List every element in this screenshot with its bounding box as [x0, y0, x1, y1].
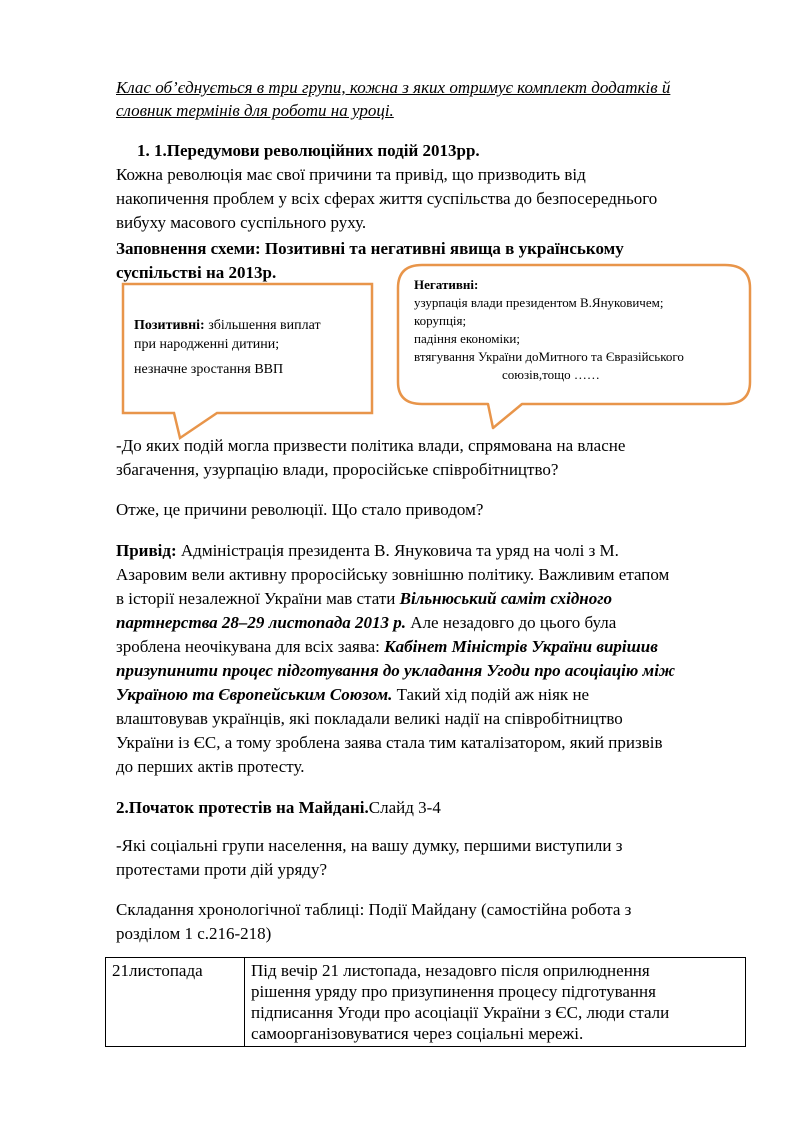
heading-line: [116, 796, 746, 820]
chronology-table: [105, 957, 746, 1047]
pretext-line: призупинити процес підготування до укладання Угоди про асоціацію між: [116, 661, 676, 680]
section-2-heading: [116, 796, 746, 820]
pretext-line: Азаровим вели активну проросійську зовнішню політику. Важливим етапом: [116, 565, 670, 584]
pretext-line: [116, 683, 746, 707]
pretext-label: Привід:: [116, 541, 177, 560]
negative-item: втягування України доМитного та Євразійського: [414, 349, 684, 364]
table-task: [116, 898, 746, 946]
description-line: Під вечір 21 листопада, незадовго після оприлюднення: [251, 961, 650, 980]
pretext-text: Адміністрація президента В. Януковича та уряд на чолі з М.: [176, 541, 619, 560]
pretext-line: [116, 587, 746, 611]
question-line: -До яких подій могла призвести політика влади, спрямована на власне: [116, 436, 626, 455]
pretext-paragraph: [116, 539, 746, 779]
paragraph-line: вибуху масового суспільного руху.: [116, 213, 367, 232]
question-line: протестами проти дій уряду?: [116, 860, 327, 879]
question-line: Отже, це причини революції. Що стало приводом?: [116, 500, 484, 519]
pretext-text: Але незадовго до цього була: [406, 613, 617, 632]
positive-item-1: збільшення виплат: [204, 318, 321, 333]
positive-line-1: [134, 316, 366, 335]
pretext-emphasis: Вільнюський саміт східного: [399, 589, 613, 608]
pretext-line: до перших актів протесту.: [116, 757, 305, 776]
pretext-emphasis: Кабінет Міністрів України вирішив: [384, 637, 658, 656]
negative-item: союзів,тощо ……: [502, 367, 600, 382]
task-line: розділом 1 с.216-218): [116, 924, 272, 943]
pretext-line: влаштовував українців, які покладали великі надії на співробітництво: [116, 709, 623, 728]
positive-line-2: при народженні дитини;: [134, 337, 280, 352]
section-2-title: 2.Початок протестів на Майдані.: [116, 798, 369, 817]
pretext-line: [116, 611, 746, 635]
positive-line-3: незначне зростання ВВП: [134, 362, 284, 377]
task-line: Складання хронологічної таблиці: Події Майдану (самостійна робота з: [116, 900, 632, 919]
paragraph-line: Кожна революція має свої причини та привід, що призводить від: [116, 165, 586, 184]
pretext-text: в історії незалежної України мав стати: [116, 589, 400, 608]
negative-item: узурпація влади президентом В.Януковичем;: [414, 295, 664, 310]
question-line: -Які соціальні групи населення, на вашу думку, першими виступили з: [116, 836, 623, 855]
scheme-line: Заповнення схеми: Позитивні та негативні явища в українському: [116, 239, 624, 258]
section-1-heading: 1. 1.Передумови революційних подій 2013рр.: [137, 141, 480, 160]
question-line: збагачення, узурпацію влади, проросійське співробітництво?: [116, 460, 559, 479]
pretext-emphasis: Україною та Європейським Союзом.: [116, 685, 393, 704]
negative-item: падіння економіки;: [414, 331, 520, 346]
negative-label: Негативні:: [414, 277, 479, 292]
question-3: [116, 834, 746, 882]
table-cell-date: 21листопада: [106, 958, 245, 1047]
scheme-line: суспільстві на 2013р.: [116, 263, 277, 282]
pretext-text: зроблена неочікувана для всіх заява:: [116, 637, 385, 656]
paragraph-line: накопичення проблем у всіх сферах життя суспільства до безпосереднього: [116, 189, 658, 208]
table-cell-description: [245, 958, 746, 1047]
description-line: рішення уряду про призупинення процесу підготування: [251, 982, 656, 1001]
pretext-emphasis: партнерства 28–29 листопада 2013 р.: [116, 613, 407, 632]
intro-line-1: Клас об’єднується в три групи, кожна з яких отримує комплект додатків й: [116, 78, 671, 97]
description-line: підписання Угоди про асоціації України з ЄС, люди стали: [251, 1003, 670, 1022]
intro-line-2: словник термінів для роботи на уроці.: [116, 101, 394, 120]
pretext-text: Такий хід подій аж ніяк не: [392, 685, 590, 704]
negative-box: [414, 276, 734, 384]
slide-ref: Слайд 3-4: [368, 798, 441, 817]
description-line: самоорганізовуватися через соціальні мережі.: [251, 1024, 584, 1043]
question-1: [116, 434, 746, 482]
pretext-line: [116, 635, 746, 659]
pretext-line: України із ЄС, а тому зроблена заява стала тим каталізатором, який призвів: [116, 733, 663, 752]
negative-item: корупція;: [414, 313, 467, 328]
positive-label: Позитивні:: [134, 318, 205, 333]
table-row: [106, 958, 746, 1047]
pretext-line: [116, 539, 746, 563]
positive-box: [134, 316, 366, 379]
question-2: [116, 498, 746, 522]
